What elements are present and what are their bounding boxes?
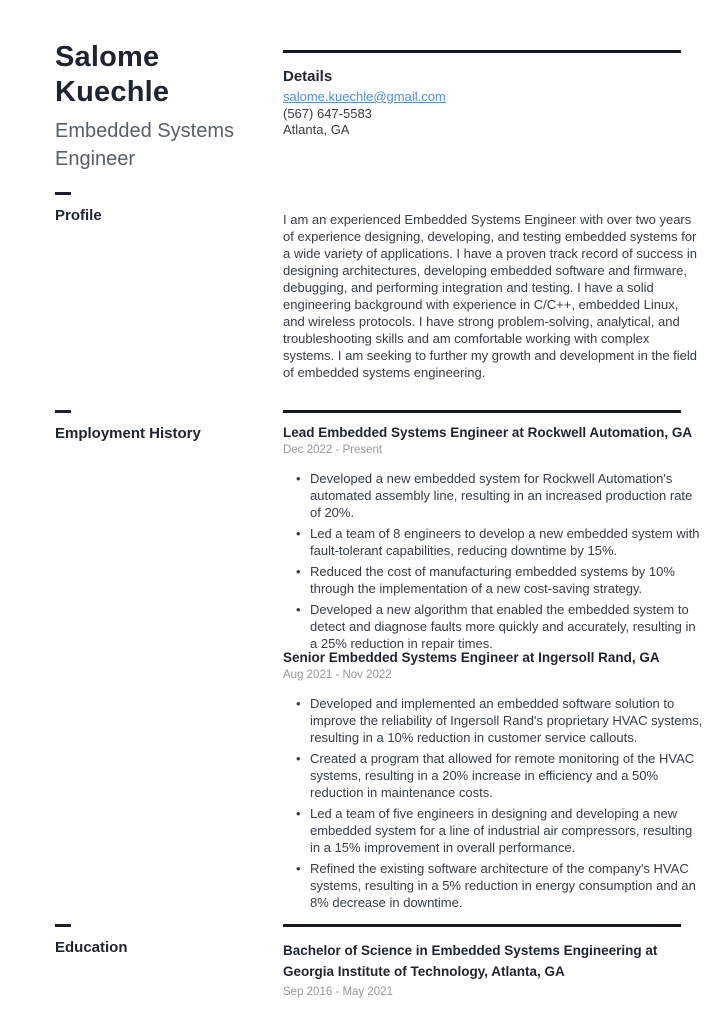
section-label-education	[55, 924, 270, 957]
phone-number: (567) 647-5583	[283, 105, 372, 121]
name-block	[55, 40, 275, 173]
candidate-job-title: Embedded Systems Engineer	[55, 120, 234, 170]
job-bullet: • Developed a new algorithm that enabled the embedded system to detect and diagnose faults more quickly and accurately, resulting in a 25% reduction in repair times.	[283, 601, 703, 652]
job-dates: Aug 2021 - Nov 2022	[283, 669, 392, 681]
job-title: Senior Embedded Systems Engineer at Ingersoll Rand, GA	[283, 650, 660, 665]
section-label-employment	[55, 410, 270, 443]
section-dash	[55, 410, 71, 413]
job-bullet: • Created a program that allowed for remote monitoring of the HVAC systems, resulting in a 20% increase in efficiency and a 50% reduction in maintenance costs.	[283, 750, 703, 801]
profile-section	[283, 211, 703, 381]
employment-label: Employment History	[55, 425, 201, 442]
profile-label: Profile	[55, 207, 102, 224]
section-rule	[283, 924, 681, 927]
job-bullet: • Developed a new embedded system for Rockwell Automation's automated assembly line, resulting in an increased production rate of 20%.	[283, 470, 703, 521]
job-entry	[283, 649, 703, 915]
details-section	[283, 50, 703, 139]
job-title: Lead Embedded Systems Engineer at Rockwell Automation, GA	[283, 425, 693, 440]
section-rule	[283, 410, 681, 413]
job-bullet: • Led a team of five engineers in designing and developing a new embedded system for a line of industrial air compressors, resulting in a 15% improvement in overall performance.	[283, 805, 703, 856]
education-degree: Bachelor of Science in Embedded Systems Engineering at Georgia Institute of Technology, Atlanta, GA	[283, 943, 658, 979]
section-rule	[283, 50, 681, 53]
email-link[interactable]: salome.kuechle@gmail.com	[283, 89, 446, 104]
job-bullet: • Refined the existing software architecture of the company's HVAC systems, resulting in a 5% reduction in energy consumption and an 8% decrease in downtime.	[283, 860, 703, 911]
profile-text: I am an experienced Embedded Systems Engineer with over two years of experience designing, developing, and testing embedded systems for a wide variety of applications. I have a proven track record of success in designing architectures, developing embedded software and firmware, debugging, and performing integration and testing. I have a solid engineering background with experience in C/C++, embedded Linux, and wireless protocols. I have strong problem-solving, analytical, and troubleshooting skills and am comfortable working with complex systems. I am seeking to further my growth and development in the field of embedded systems engineering.	[283, 212, 698, 380]
candidate-name: Salome Kuechle	[55, 41, 170, 108]
section-label-profile	[55, 192, 270, 225]
job-bullets	[283, 470, 703, 652]
section-dash	[55, 192, 71, 195]
education-section	[283, 924, 703, 999]
job-bullet: • Led a team of 8 engineers to develop a new embedded system with fault-tolerant capabilities, reducing downtime by 15%.	[283, 525, 703, 559]
education-dates: Sep 2016 - May 2021	[283, 986, 393, 998]
section-dash	[55, 924, 71, 927]
education-label: Education	[55, 939, 128, 956]
job-entry	[283, 410, 703, 656]
contact-lines	[283, 89, 703, 139]
details-heading: Details	[283, 68, 333, 85]
job-bullet: • Developed and implemented an embedded software solution to improve the reliability of Ingersoll Rand's proprietary HVAC systems, resulting in a 10% reduction in customer service callouts.	[283, 695, 703, 746]
location-text: Atlanta, GA	[283, 122, 350, 137]
job-bullet: • Reduced the cost of manufacturing embedded systems by 10% through the implementation of a new cost-saving strategy.	[283, 563, 703, 597]
job-dates: Dec 2022 - Present	[283, 444, 383, 456]
job-bullets	[283, 695, 703, 911]
